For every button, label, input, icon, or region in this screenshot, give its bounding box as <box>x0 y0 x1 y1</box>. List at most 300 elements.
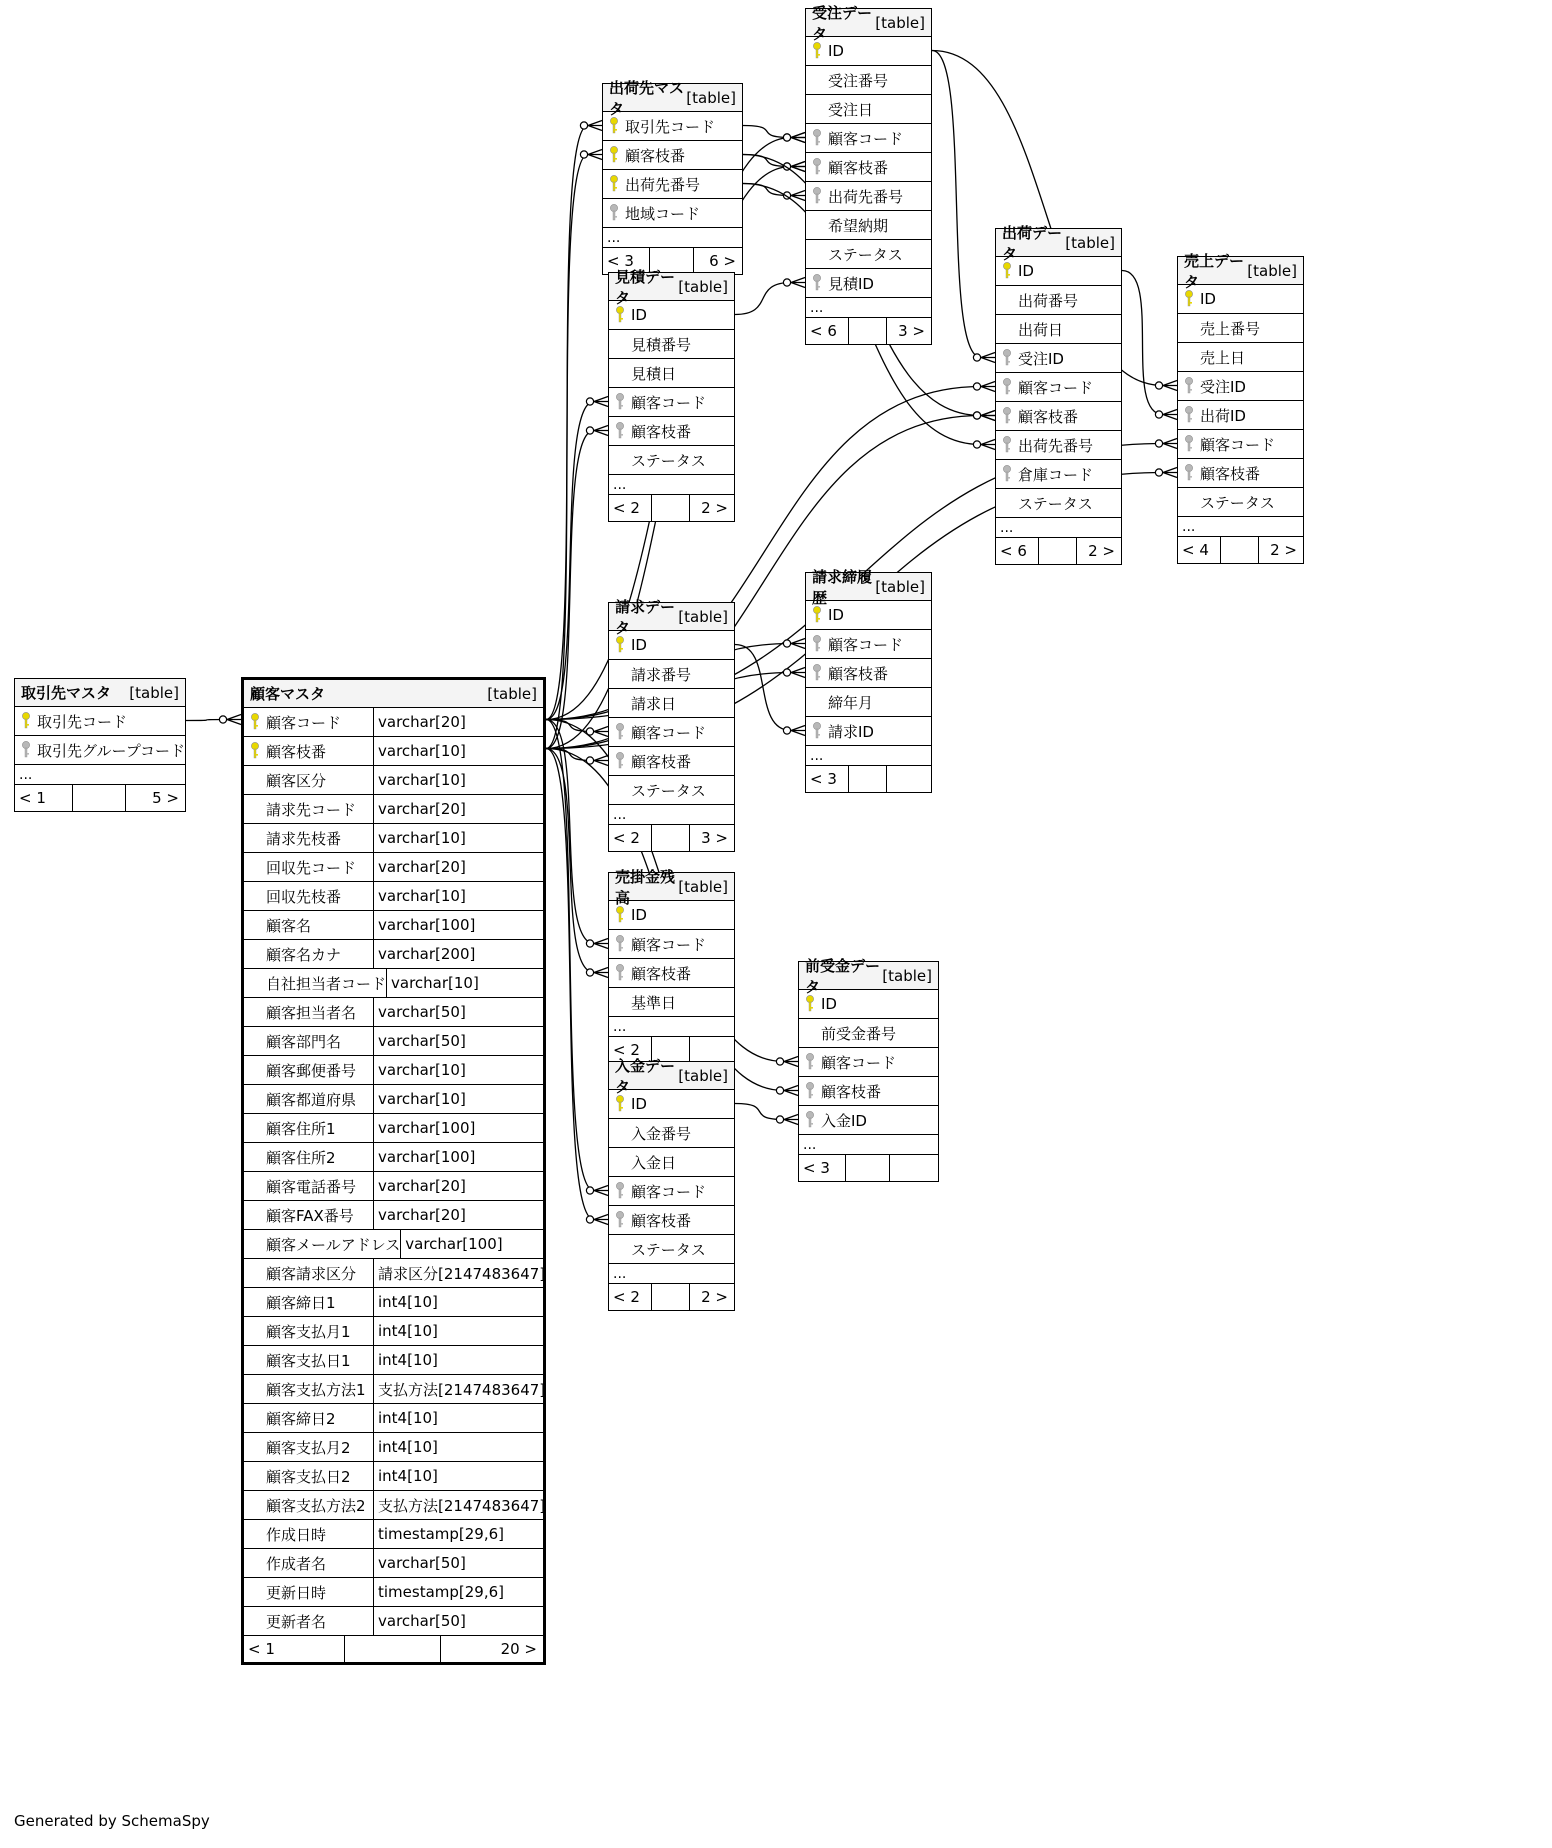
column-row <box>609 959 734 988</box>
primary-key-icon <box>1178 289 1200 309</box>
parents-count: < 1 <box>244 1636 345 1662</box>
table-kind: [table] <box>1065 233 1115 252</box>
optional-marker <box>783 727 790 734</box>
optional-marker <box>219 716 226 723</box>
column-name: 取引先グループコード <box>37 741 186 760</box>
column-row <box>609 689 734 718</box>
column-row <box>609 1235 734 1264</box>
primary-key-icon <box>244 712 266 732</box>
crows-foot-marker <box>791 668 805 678</box>
children-count: 2 > <box>1088 542 1116 560</box>
optional-marker <box>1155 411 1162 418</box>
column-row <box>806 124 931 153</box>
table-kokyaku <box>241 677 546 1665</box>
table-footer <box>806 318 931 344</box>
column-row <box>799 1048 938 1077</box>
column-name: 基準日 <box>631 993 677 1012</box>
column-row <box>244 1491 546 1520</box>
column-row <box>996 286 1121 315</box>
parents-count: < 2 <box>609 1284 652 1310</box>
column-row <box>609 988 734 1017</box>
optional-marker <box>783 669 790 676</box>
column-type: varchar[10] <box>373 766 543 794</box>
table-name: 請求データ <box>615 597 676 637</box>
table-shukka <box>995 223 1122 565</box>
primary-key-icon <box>603 116 625 136</box>
footer-middle <box>1039 538 1078 564</box>
optional-marker <box>973 412 980 419</box>
column-name: ID <box>631 636 647 654</box>
foreign-key-icon <box>996 435 1018 455</box>
column-name: 顧客コード <box>266 713 342 732</box>
column-row <box>244 1085 543 1114</box>
children-count <box>887 766 931 792</box>
column-row <box>244 1143 543 1172</box>
column-name: 顧客コード <box>828 129 904 148</box>
optional-marker <box>586 757 593 764</box>
column-name: ID <box>828 42 844 60</box>
column-name: 受注番号 <box>828 71 889 90</box>
column-name: ステータス <box>631 1240 706 1259</box>
crows-foot-marker <box>1163 410 1177 420</box>
column-name: 顧客名 <box>266 916 312 935</box>
table-kind: [table] <box>1247 261 1297 280</box>
column-name: ID <box>821 995 837 1013</box>
primary-key-icon <box>609 305 631 325</box>
parents-count: < 2 <box>609 495 652 521</box>
optional-marker <box>1155 469 1162 476</box>
more-columns-indicator: ... <box>806 298 931 318</box>
column-name: ID <box>828 606 844 624</box>
column-row <box>806 688 931 717</box>
column-type: int4[10] <box>373 1433 543 1461</box>
column-name: ステータス <box>631 781 706 800</box>
column-row <box>806 66 931 95</box>
column-row <box>244 1317 543 1346</box>
column-row <box>609 1206 734 1235</box>
crows-foot-marker <box>981 411 995 421</box>
column-row <box>244 1549 543 1578</box>
column-name: 顧客担当者名 <box>266 1003 357 1022</box>
optional-marker <box>973 354 980 361</box>
column-type: varchar[50] <box>373 1607 543 1635</box>
table-kind: [table] <box>875 13 925 32</box>
footer-middle <box>849 318 888 344</box>
crows-foot-marker <box>784 1086 798 1096</box>
parents-count: < 3 <box>806 766 849 792</box>
column-name: 更新者名 <box>266 1612 327 1631</box>
column-type: varchar[100] <box>400 1230 570 1258</box>
crows-foot-marker <box>784 1115 798 1125</box>
column-row <box>806 211 931 240</box>
column-name: 顧客枝番 <box>631 1211 692 1230</box>
table-name: 受注データ <box>812 3 873 43</box>
optional-marker <box>586 969 593 976</box>
table-kind: [table] <box>129 683 179 702</box>
crows-foot-marker <box>588 121 602 131</box>
table-name: 顧客マスタ <box>250 685 326 703</box>
optional-marker <box>776 1058 783 1065</box>
foreign-key-icon <box>1178 376 1200 396</box>
table-urikake <box>608 867 735 1064</box>
column-row <box>1178 459 1303 488</box>
column-name: ステータス <box>828 245 903 264</box>
column-type: varchar[10] <box>373 737 543 765</box>
column-row <box>996 373 1121 402</box>
column-row <box>1178 314 1303 343</box>
column-row <box>244 969 543 998</box>
foreign-key-icon <box>609 934 631 954</box>
table-seikyushime <box>805 567 932 793</box>
crows-foot-marker <box>791 162 805 172</box>
relationship-line <box>735 283 791 315</box>
parents-count: < 3 <box>603 248 650 274</box>
column-row <box>806 659 931 688</box>
optional-marker <box>586 427 593 434</box>
optional-marker <box>973 383 980 390</box>
relationship-line <box>546 402 594 720</box>
column-type: int4[10] <box>373 1317 543 1345</box>
crows-foot-marker <box>594 1186 608 1196</box>
column-row <box>609 1177 734 1206</box>
relationship-line <box>1122 271 1163 415</box>
column-row <box>609 417 734 446</box>
column-row <box>1178 285 1303 314</box>
column-name: 回収先枝番 <box>266 887 342 906</box>
column-row <box>609 301 734 330</box>
column-name: 顧客枝番 <box>625 146 686 165</box>
table-kind: [table] <box>678 607 728 626</box>
crows-foot-marker <box>594 397 608 407</box>
table-seikyu <box>608 597 735 852</box>
column-type: varchar[50] <box>373 998 543 1026</box>
column-row <box>609 776 734 805</box>
table-juchu <box>805 3 932 345</box>
primary-key-icon <box>603 145 625 165</box>
optional-marker <box>776 1116 783 1123</box>
more-columns-indicator: ... <box>609 1264 734 1284</box>
crows-foot-marker <box>594 727 608 737</box>
column-name: 回収先コード <box>266 858 357 877</box>
column-type: varchar[50] <box>373 1549 543 1577</box>
relationship-line <box>743 184 791 196</box>
table-footer <box>806 766 931 792</box>
column-name: 顧客コード <box>821 1053 897 1072</box>
column-name: 顧客枝番 <box>631 964 692 983</box>
column-type: varchar[10] <box>373 824 543 852</box>
column-name: 見積ID <box>828 274 874 293</box>
optional-marker <box>783 640 790 647</box>
foreign-key-icon <box>996 464 1018 484</box>
more-columns-indicator: ... <box>799 1135 938 1155</box>
column-name: 見積番号 <box>631 335 692 354</box>
column-name: 受注ID <box>1200 377 1246 396</box>
table-footer <box>609 495 734 521</box>
more-columns-indicator: ... <box>1178 517 1303 537</box>
column-name: 顧客コード <box>828 635 904 654</box>
crows-foot-marker <box>791 133 805 143</box>
column-row <box>996 315 1121 344</box>
column-row <box>244 1375 546 1404</box>
children-count: 3 > <box>898 322 926 340</box>
column-type: varchar[10] <box>386 969 556 997</box>
column-row <box>609 1090 734 1119</box>
primary-key-icon <box>244 741 266 761</box>
column-row <box>609 446 734 475</box>
column-name: 顧客郵便番号 <box>266 1061 357 1080</box>
table-footer <box>15 785 185 811</box>
children-count: 2 > <box>701 1288 729 1306</box>
relationship-line <box>743 155 791 167</box>
foreign-key-icon <box>806 273 828 293</box>
column-name: 顧客コード <box>1200 435 1276 454</box>
column-name: 前受金番号 <box>821 1024 897 1043</box>
relationship-line <box>735 1104 784 1120</box>
table-kind: [table] <box>875 577 925 596</box>
primary-key-icon <box>15 711 37 731</box>
column-name: 顧客支払方法2 <box>266 1496 366 1515</box>
more-columns-indicator: ... <box>609 1017 734 1037</box>
column-row <box>609 330 734 359</box>
column-row <box>244 1607 543 1636</box>
column-type: timestamp[29,6] <box>373 1520 543 1548</box>
more-columns-indicator: ... <box>609 475 734 495</box>
footer-middle <box>849 766 888 792</box>
column-type: int4[10] <box>373 1404 543 1432</box>
column-row <box>806 717 931 746</box>
column-name: 出荷番号 <box>1018 291 1079 310</box>
column-row <box>244 1259 546 1288</box>
optional-marker <box>586 940 593 947</box>
optional-marker <box>1155 440 1162 447</box>
column-row <box>996 489 1121 518</box>
column-type: int4[10] <box>373 1288 543 1316</box>
column-row <box>609 930 734 959</box>
optional-marker <box>580 151 587 158</box>
column-name: ステータス <box>1200 493 1275 512</box>
column-name: 顧客コード <box>1018 378 1094 397</box>
relationship-line <box>546 431 594 749</box>
column-row <box>806 630 931 659</box>
foreign-key-icon <box>996 348 1018 368</box>
footer-middle <box>1221 537 1260 563</box>
table-header <box>996 223 1121 263</box>
table-name: 取引先マスタ <box>21 684 112 702</box>
foreign-key-icon <box>806 186 828 206</box>
column-name: 顧客支払月2 <box>266 1438 351 1457</box>
children-count: 6 > <box>709 252 736 270</box>
children-count: 2 > <box>701 499 729 517</box>
table-kind: [table] <box>487 684 537 703</box>
column-row <box>996 344 1121 373</box>
column-row <box>806 182 931 211</box>
primary-key-icon <box>799 994 821 1014</box>
relationship-line <box>546 749 594 761</box>
crows-foot-marker <box>1163 439 1177 449</box>
column-name: 出荷ID <box>1200 406 1246 425</box>
relationship-line <box>546 720 594 944</box>
table-header <box>806 567 931 607</box>
column-type: 請求区分[2147483647] <box>373 1259 543 1287</box>
column-row <box>609 631 734 660</box>
footer-middle <box>652 495 691 521</box>
column-name: 顧客枝番 <box>828 664 889 683</box>
optional-marker <box>783 279 790 286</box>
column-name: 顧客枝番 <box>821 1082 882 1101</box>
column-name: 顧客住所2 <box>266 1148 336 1167</box>
column-row <box>609 660 734 689</box>
column-name: 顧客支払方法1 <box>266 1380 366 1399</box>
column-row <box>244 824 543 853</box>
column-row <box>996 257 1121 286</box>
crows-foot-marker <box>981 411 995 421</box>
column-name: ID <box>1018 262 1034 280</box>
table-header <box>609 1056 734 1096</box>
column-row <box>996 460 1121 489</box>
column-row <box>806 153 931 182</box>
column-name: 出荷日 <box>1018 320 1064 339</box>
table-header <box>1178 251 1303 291</box>
more-columns-indicator: ... <box>603 228 742 248</box>
column-row <box>244 1346 543 1375</box>
column-name: ステータス <box>1018 494 1093 513</box>
column-name: 顧客枝番 <box>1018 407 1079 426</box>
relationship-line <box>735 645 791 731</box>
primary-key-icon <box>996 261 1018 281</box>
column-name: 顧客枝番 <box>631 752 692 771</box>
children-count <box>890 1155 938 1181</box>
column-type: varchar[10] <box>373 882 543 910</box>
crows-foot-marker <box>594 939 608 949</box>
column-type: varchar[100] <box>373 1114 543 1142</box>
column-name: 入金番号 <box>631 1124 692 1143</box>
column-name: 顧客コード <box>631 1182 707 1201</box>
table-kind: [table] <box>678 1066 728 1085</box>
children-count: 3 > <box>701 829 729 847</box>
table-header <box>15 679 185 707</box>
column-row <box>799 1077 938 1106</box>
column-row <box>1178 372 1303 401</box>
more-columns-indicator: ... <box>609 805 734 825</box>
crows-foot-marker <box>1163 381 1177 391</box>
crows-foot-marker <box>791 278 805 288</box>
table-torihikisaki <box>14 678 186 812</box>
optional-marker <box>580 122 587 129</box>
foreign-key-icon <box>806 157 828 177</box>
column-name: ID <box>1200 290 1216 308</box>
foreign-key-icon <box>1178 405 1200 425</box>
column-name: 顧客枝番 <box>828 158 889 177</box>
column-row <box>244 853 543 882</box>
primary-key-icon <box>806 41 828 61</box>
column-row <box>244 911 543 940</box>
column-name: 顧客締日2 <box>266 1409 336 1428</box>
column-row <box>609 718 734 747</box>
foreign-key-icon <box>806 634 828 654</box>
children-count: 2 > <box>1270 541 1298 559</box>
foreign-key-icon <box>609 1210 631 1230</box>
relationship-line <box>546 155 588 749</box>
foreign-key-icon <box>15 740 37 760</box>
crows-foot-marker <box>791 162 805 172</box>
column-row <box>244 795 543 824</box>
column-type: varchar[50] <box>373 1027 543 1055</box>
column-row <box>806 240 931 269</box>
column-row <box>603 170 742 199</box>
column-name: 顧客都道府県 <box>266 1090 357 1109</box>
foreign-key-icon <box>603 203 625 223</box>
footer-middle <box>846 1155 889 1181</box>
column-name: 請求日 <box>631 694 677 713</box>
table-name: 売掛金残高 <box>615 867 676 907</box>
column-row <box>244 1056 543 1085</box>
column-name: 顧客コード <box>631 935 707 954</box>
column-type: varchar[20] <box>373 1201 543 1229</box>
column-name: 顧客枝番 <box>1200 464 1261 483</box>
table-name: 請求締履歴 <box>812 567 873 607</box>
column-name: 顧客FAX番号 <box>266 1206 354 1225</box>
column-row <box>244 1462 543 1491</box>
column-name: 売上番号 <box>1200 319 1261 338</box>
column-name: 顧客枝番 <box>631 422 692 441</box>
parents-count: < 2 <box>609 825 652 851</box>
column-row <box>603 199 742 228</box>
crows-foot-marker <box>227 715 241 725</box>
column-name: 入金ID <box>821 1111 867 1130</box>
footer-middle <box>652 825 691 851</box>
column-row <box>244 1114 543 1143</box>
foreign-key-icon <box>1178 434 1200 454</box>
column-name: 顧客コード <box>631 723 707 742</box>
column-name: 顧客メールアドレス <box>266 1235 401 1254</box>
crows-foot-marker <box>981 440 995 450</box>
relationship-line <box>546 720 594 732</box>
crows-foot-marker <box>791 639 805 649</box>
more-columns-indicator: ... <box>15 765 185 785</box>
foreign-key-icon <box>1178 463 1200 483</box>
column-row <box>806 37 931 66</box>
column-type: timestamp[29,6] <box>373 1578 543 1606</box>
parents-count: < 2 <box>609 1037 652 1063</box>
primary-key-icon <box>609 905 631 925</box>
column-name: 顧客締日1 <box>266 1293 336 1312</box>
column-name: 出荷先番号 <box>625 175 701 194</box>
relationship-line <box>743 126 791 138</box>
table-footer <box>244 1636 543 1662</box>
primary-key-icon <box>609 1094 631 1114</box>
column-name: 請求先枝番 <box>266 829 342 848</box>
children-count <box>690 1037 734 1063</box>
table-name: 入金データ <box>615 1056 676 1096</box>
column-name: 顧客枝番 <box>266 742 327 761</box>
parents-count: < 1 <box>15 785 73 811</box>
column-row <box>244 1578 543 1607</box>
column-type: varchar[200] <box>373 940 543 968</box>
column-row <box>799 1019 938 1048</box>
column-row <box>244 1172 543 1201</box>
column-name: 見積日 <box>631 364 677 383</box>
table-kind: [table] <box>882 966 932 985</box>
column-type: 支払方法[2147483647] <box>373 1375 543 1403</box>
table-footer <box>996 538 1121 564</box>
table-footer <box>609 825 734 851</box>
optional-marker <box>586 728 593 735</box>
column-row <box>799 990 938 1019</box>
footer-middle <box>652 1284 691 1310</box>
column-row <box>244 708 543 737</box>
table-uriage <box>1177 251 1304 564</box>
foreign-key-icon <box>609 751 631 771</box>
